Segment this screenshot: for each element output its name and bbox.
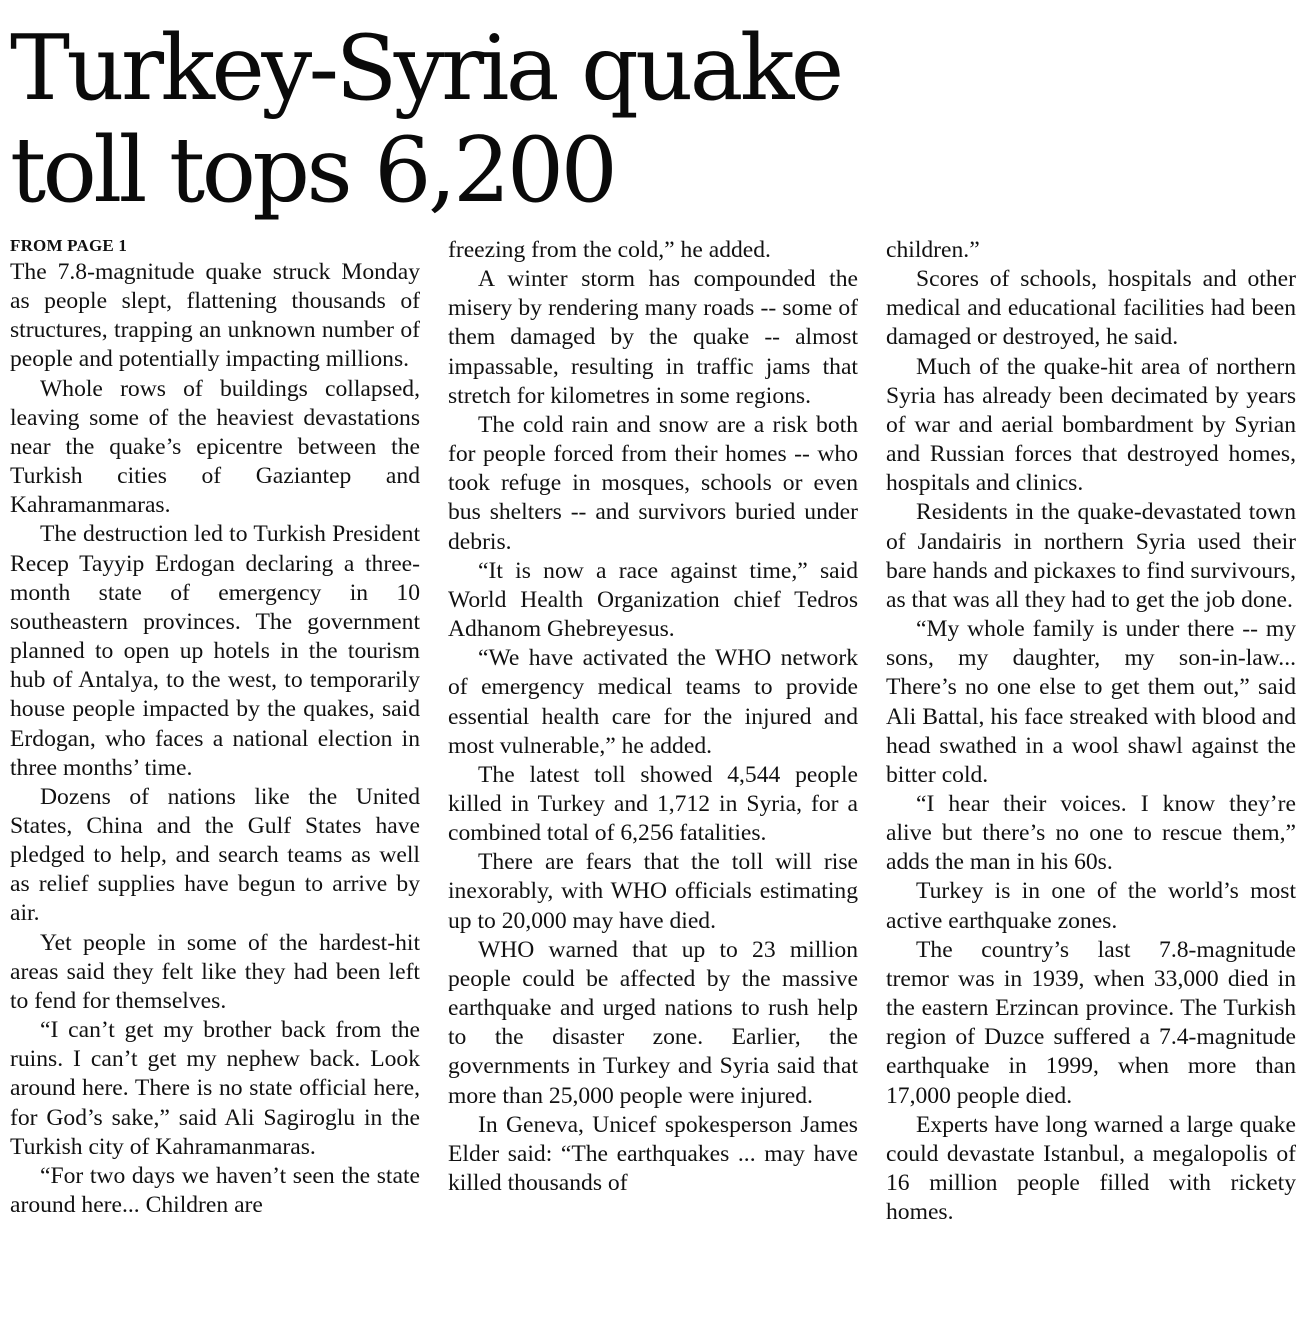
paragraph: Residents in the quake-devastated town of Jandairis in northern Syria used their bare hands and pickaxes to find survivours, as that was all they had to get the job done. (886, 499, 1296, 613)
paragraph: The 7.8-magnitude quake struck Monday as people slept, flattening thousands of structures, trapping an unknown number of people and potentially impacting millions. (10, 259, 420, 373)
paragraph: children.” (886, 237, 980, 263)
paragraph: Whole rows of buildings collapsed, leaving some of the heaviest devastations near the quake’s epicentre between the Turkish cities of Gaziantep and Kahramanmaras. (10, 375, 420, 519)
paragraph: “We have activated the WHO network of emergency medical teams to provide essential health care for the injured and most vulnerable,” he added. (448, 645, 858, 759)
paragraph: The country’s last 7.8-magnitude tremor was in 1939, when 33,000 died in the eastern Erzincan province. The Turkish region of Duzce suffered a 7.4-magnitude earthquake in 1999, when more than 17,000 people died. (886, 936, 1296, 1109)
paragraph: Experts have long warned a large quake could devastate Istanbul, a megalopolis of 16 million people filled with rickety homes. (886, 1111, 1296, 1226)
paragraph: “It is now a race against time,” said World Health Organization chief Tedros Adhanom Ghebreyesus. (448, 557, 858, 643)
paragraph: Turkey is in one of the world’s most active earthquake zones. (886, 878, 1296, 934)
from-page-kicker: FROM PAGE 1 (10, 236, 128, 255)
article-column-3 (886, 236, 1296, 1227)
headline-line-1: Turkey-Syria quake (10, 16, 841, 121)
paragraph: Much of the quake-hit area of northern Syria has already been decimated by years of war and aerial bombardment by Syrian and Russian forces that destroyed homes, hospitals and clinics. (886, 353, 1296, 497)
paragraph: In Geneva, Unicef spokesperson James Elder said: “The earthquakes ... may have killed thousands of (448, 1111, 858, 1196)
paragraph: freezing from the cold,” he added. (448, 237, 771, 263)
paragraph: WHO warned that up to 23 million people could be affected by the massive earthquake and urged nations to rush help to the disaster zone. Earlier, the governments in Turkey and Syria said that more than 25,000 people were injured. (448, 936, 858, 1109)
headline (10, 18, 1290, 222)
paragraph: “My whole family is under there -- my sons, my daughter, my son-in-law... There’s no one else to get them out,” said Ali Battal, his face streaked with blood and head swathed in a wool shawl against the bitter cold. (886, 616, 1296, 788)
paragraph: The destruction led to Turkish President Recep Tayyip Erdogan declaring a three-month state of emergency in 10 southeastern provinces. The government planned to open up hotels in the tourism hub of Antalya, to the west, to temporarily house people impacted by the quakes, said Erdogan, who faces a national election in three months’ time. (10, 521, 420, 781)
headline-line-2: toll tops 6,200 (10, 118, 615, 223)
paragraph: The latest toll showed 4,544 people killed in Turkey and 1,712 in Syria, for a combined total of 6,256 fatalities. (448, 761, 858, 847)
paragraph: “I can’t get my brother back from the ruins. I can’t get my nephew back. Look around here. There is no state official here, for God’s sake,” said Ali Sagiroglu in the Turkish city of Kahramanmaras. (10, 1017, 420, 1160)
paragraph: Yet people in some of the hardest-hit areas said they felt like they had been left to fend for themselves. (10, 929, 420, 1014)
paragraph: Scores of schools, hospitals and other medical and educational facilities had been damaged or destroyed, he said. (886, 266, 1296, 351)
paragraph: Dozens of nations like the United States, China and the Gulf States have pledged to help, and search teams as well as relief supplies have begun to arrive by air. (10, 783, 420, 927)
paragraph: “For two days we haven’t seen the state around here... Children are (10, 1162, 420, 1218)
paragraph: The cold rain and snow are a risk both for people forced from their homes -- who took refuge in mosques, schools or even bus shelters -- and survivors buried under debris. (448, 411, 858, 555)
article-column-2 (448, 236, 858, 1198)
article-column-1 (10, 236, 420, 1220)
paragraph: “I hear their voices. I know they’re alive but there’s no one to rescue them,” adds the man in his 60s. (886, 790, 1296, 876)
paragraph: There are fears that the toll will rise inexorably, with WHO officials estimating up to 20,000 may have died. (448, 849, 858, 934)
paragraph: A winter storm has compounded the misery by rendering many roads -- some of them damaged by the quake -- almost impassable, resulting in traffic jams that stretch for kilometres in some regions. (448, 266, 858, 409)
